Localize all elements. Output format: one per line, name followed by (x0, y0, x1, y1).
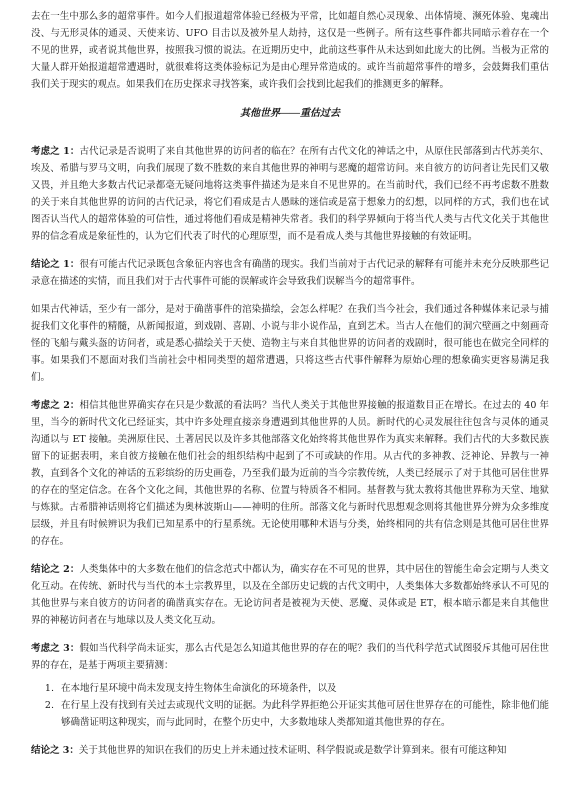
conclusion-2 (31, 561, 549, 629)
paragraph-label: 结论之 3： (31, 745, 79, 756)
conclusion-3 (31, 742, 549, 759)
paragraph-text: 关于其他世界的知识在我们的历史上并未通过技术证明、科学假说或是数学计算到来。很有可能这种知 (78, 745, 507, 756)
paragraph-label: 考虑之 2： (31, 400, 80, 411)
paragraph-text: 假如当代科学尚未证实，那么古代是怎么知道其他世界的存在的呢？我们的当代科学范式试图驳斥其他可居住世界的存在，是基于两项主要猜测： (31, 643, 549, 671)
consideration-1 (31, 143, 549, 245)
conclusion-1 (31, 256, 549, 290)
paragraph-label: 结论之 2： (31, 564, 80, 575)
intro-paragraph: 去在一生中那么多的超常事件。如今人们报道超常体验已经极为平常，比如超自然心灵现象、出体情境、濒死体验、鬼魂出没、与无形灵体的通灵、天使来访、UFO 目击以及被外星人劫持，这仅是一些例子。所有这些事件都共同暗示着存在一个不见的世界，或者说其他世界，按照我习惯的说法。在近期历史中，此前这些事件从未达到如此庞大的比例。当极为正常的大量人群开始报道超常遭遇时，就很难将这类体验标记为是由心理异常造成的。或许当前超常事件的增多，会鼓舞我们重估我们关于现实的观点。如果我们在历史探求寻找答案，或许我们会找到比起我们的推测更多的解释。 (31, 11, 549, 90)
paragraph-label: 考虑之 1： (31, 146, 80, 157)
consideration-2 (31, 397, 549, 550)
list-item: 2. 在行星上没有找到有关过去或现代文明的证据。为此科学界拒绝公开证实其他可居住世界存在的可能性，除非他们能够确凿证明这种现实，而与此同时，在整个历史中，大多数地球人类都知道其他世界的存在。 (57, 697, 549, 731)
paragraph-label: 结论之 1： (31, 259, 80, 270)
paragraph-text: 很有可能古代记录既包含象征内容也含有确凿的现实。我们当前对于古代记录的解释有可能并未充分反映那些记录意在描述的实情，而且我们对于古代事件可能的误解或许会导致我们误解当今的超常事件。 (31, 259, 549, 287)
list-item: 1. 在本地行星环境中尚未发现支持生物体生命演化的环境条件，以及 (57, 680, 549, 697)
paragraph-text: 古代记录是否说明了来自其他世界的访问者的临在？在所有古代文化的神话之中，从原住民部落到古代苏美尔、埃及、希腊与罗马文明，向我们展现了数不胜数的来自其他世界的神明与恶魔的超常访问。来自彼方的访问者让先民们又敬又畏，并且绝大多数古代记录都毫无疑问地将这类事件描述为是来自不见世界的。在当前时代，我们已经不再考虑数不胜数的关于来自其他世界的访问的古代记录，将它们看成是古人愚昧的迷信或是富于想象力的幻想，以同样的方式，我们也在试图否认当代人的超常体验的可信性，通过将他们看成是精神失常者。我们的科学界倾向于将当代人类与古代文化关于其他世界的信念看成是象征性的，认为它们代表了时代的心理原型，而不是看成人类与其他世界接触的有效证明。 (31, 146, 549, 242)
paragraph-text: 相信其他世界确实存在只是少数派的看法吗？当代人类关于其他世界接触的报道数目正在增长。在过去的 40 年里，当今的新时代文化已经证实，其中许多处理直接亲身遭遇到其他世界的人员。新时代的心灵发展往往包含与灵体的通灵沟通以与 ET 接触。美洲原住民、土著居民以及许多其他部落文化始终将其他世界作为真实来解释。我们古代的大多数民族留下的证据表明，来自彼方接触在他们社会的组织结构中起到了不可或缺的作用。从古代的多神教、泛神论、异教与一神教，直到各个文化的神话的五彩缤纷的历史画卷，乃至我们最为近前的当今宗教传统，人类已经展示了对于其他可居住世界的存在的坚定信念。在各个文化之间，其他世界的名称、位置与特质各不相同。基督教与犹太教将其他世界称为天堂、地狱与炼狱。古希腊神话则将它们描述为奥林波斯山——神明的住所。部落文化与新时代思想观念则将其他世界分辨为众多维度层级，并且有时候辨识为我们已知星系中的行星系统。无论使用哪种术语与分类，始终相同的共有信念则是其他可居住世界的存在。 (31, 400, 549, 547)
consideration-3 (31, 640, 549, 674)
hypothesis-list (31, 680, 549, 731)
paragraph-text: 人类集体中的大多数在他们的信念范式中都认为，确实存在不可见的世界，其中居住的智能生命会定期与人类文化互动。在传统、新时代与当代的本土宗教界里，以及在全部历史记载的古代文明中，人类集体大多数都始终承认不可见的其他世界与来自彼方的访问者的确凿真实存在。无论访问者是被视为天使、恶魔、灵体或是 ET，根本暗示都是来自其他世界的神秘访问者在与地球以及人类文化互动。 (31, 564, 549, 626)
section-heading: 其他世界——重估过去 (240, 108, 340, 119)
body-paragraph (31, 301, 549, 386)
paragraph-label: 考虑之 3： (31, 643, 80, 654)
paragraph-text: 如果古代神话，至少有一部分，是对于确凿事件的涫染描绘，会怎么样呢？在我们当今社会，我们通过各种媒体来记录与捕捉我们文化事件的精髓，从新闻报道，到戏剧、喜剧、小说与非小说作品，直到艺术。当古人在他们的洞穴壁画之中刻画奇怪的飞船与戴头盔的访问者，或是悉心描绘关于天使、造物主与来自其他世界的访问者的戏剧时，很可能也在做完全同样的事。如果我们不愿面对我们当前社会中相同类型的超常遭遇，只将这些古代事件解释为原始心理的想象确实更容易满足我们。 (31, 304, 549, 383)
